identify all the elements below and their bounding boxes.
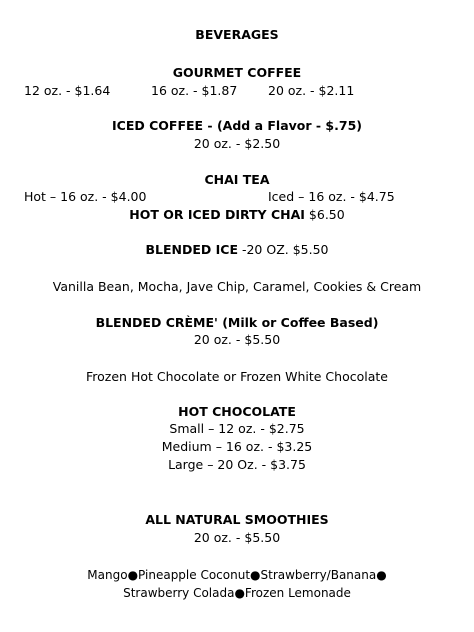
blended-ice-price: -20 OZ. $5.50 bbox=[241, 242, 329, 257]
chai-tea-heading: CHAI TEA bbox=[204, 172, 270, 187]
menu-title: BEVERAGES bbox=[195, 27, 279, 42]
blended-creme-heading: BLENDED CRÈME' (Milk or Coffee Based) bbox=[95, 315, 379, 330]
chai-tea-hot: Hot – 16 oz. - $4.00 bbox=[24, 189, 147, 204]
gourmet-coffee-heading: GOURMET COFFEE bbox=[172, 65, 302, 80]
blended-creme-price: 20 oz. - $5.50 bbox=[193, 332, 281, 347]
dirty-chai-name: HOT OR ICED DIRTY CHAI bbox=[129, 207, 305, 222]
blended-ice-flavors: Vanilla Bean, Mocha, Jave Chip, Caramel, Cookies & Cream bbox=[52, 279, 422, 294]
dirty-chai-line bbox=[0, 207, 474, 223]
gourmet-coffee-20oz: 20 oz. - $2.11 bbox=[268, 83, 355, 98]
iced-coffee-price: 20 oz. - $2.50 bbox=[193, 136, 281, 151]
hot-chocolate-medium: Medium – 16 oz. - $3.25 bbox=[161, 439, 313, 454]
hot-chocolate-small: Small – 12 oz. - $2.75 bbox=[169, 421, 305, 436]
smoothies-price: 20 oz. - $5.50 bbox=[193, 530, 281, 545]
smoothies-heading: ALL NATURAL SMOOTHIES bbox=[145, 512, 329, 527]
iced-coffee-heading: ICED COFFEE - (Add a Flavor - $.75) bbox=[112, 118, 362, 133]
chai-tea-iced: Iced – 16 oz. - $4.75 bbox=[268, 189, 395, 204]
gourmet-coffee-16oz: 16 oz. - $1.87 bbox=[151, 83, 238, 98]
hot-chocolate-heading: HOT CHOCOLATE bbox=[178, 404, 296, 419]
dirty-chai-price: $6.50 bbox=[308, 207, 345, 222]
smoothies-flavors-line1: Mango●Pineapple Coconut●Strawberry/Banana● bbox=[87, 568, 387, 582]
blended-ice-line bbox=[0, 242, 474, 258]
blended-ice-name: BLENDED ICE bbox=[145, 242, 238, 257]
blended-creme-flavors: Frozen Hot Chocolate or Frozen White Chocolate bbox=[86, 369, 388, 384]
hot-chocolate-large: Large – 20 Oz. - $3.75 bbox=[168, 457, 306, 472]
gourmet-coffee-12oz: 12 oz. - $1.64 bbox=[24, 83, 111, 98]
smoothies-flavors-line2: Strawberry Colada●Frozen Lemonade bbox=[123, 586, 351, 600]
